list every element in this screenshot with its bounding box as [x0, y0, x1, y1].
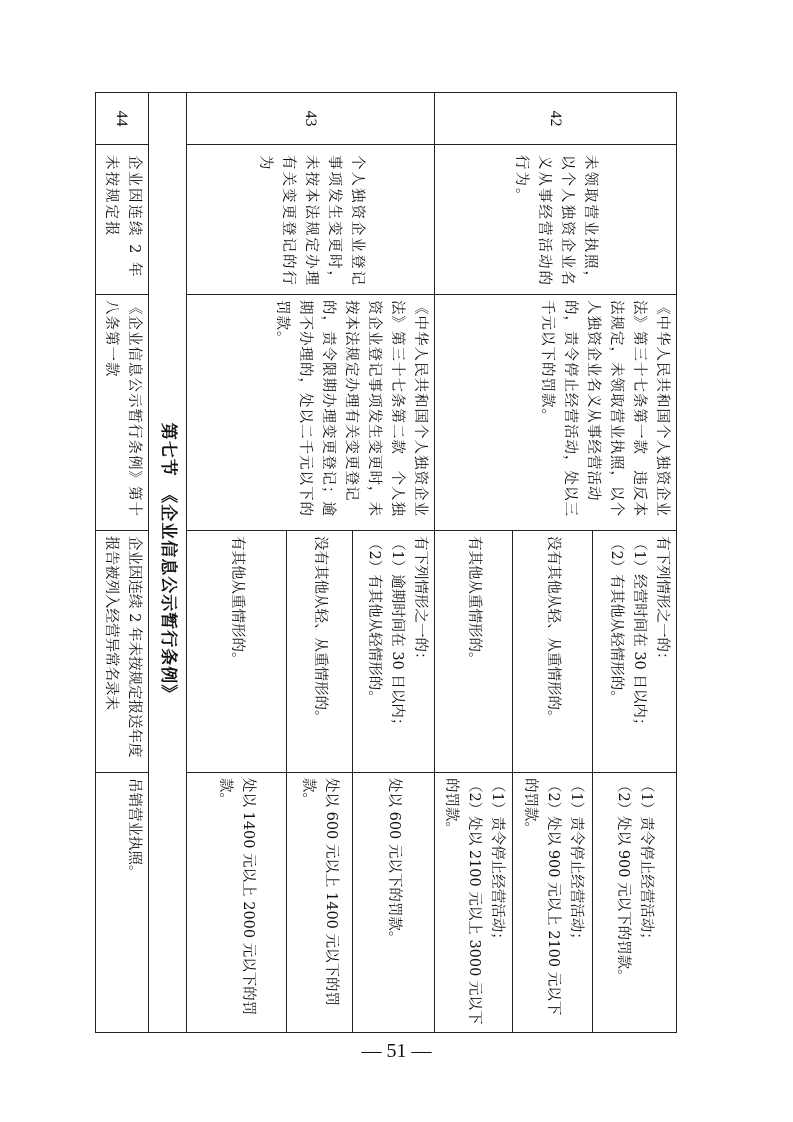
penalty-line: （1）责令停止经营活动；: [638, 778, 655, 947]
row-number: 43: [187, 93, 435, 145]
situation-cell: [593, 531, 677, 773]
section-row: [149, 93, 187, 1033]
situation-line: 有下列情形之一的：: [412, 536, 428, 667]
penalty-line: （2）处以 900 元以上 2100 元以下的罚款。: [522, 778, 561, 1016]
row-number: 44: [96, 93, 149, 145]
situation-line: （1）逾期时间在 30 日以内；: [389, 536, 405, 733]
violation-behavior: 企业因连续 2 年未按规定报: [96, 145, 149, 295]
situation-cell: 有其他从重情形的。: [187, 531, 287, 773]
penalty-cell: 吊销营业执照。: [96, 773, 149, 1033]
situation-cell: 没有其他从轻、从重情形的。: [287, 531, 353, 773]
table-row: [353, 93, 435, 1033]
situation-line: 有下列情形之一的：: [654, 536, 670, 667]
table-row: [96, 93, 149, 1033]
situation-cell: 企业因连续 2 年未按规定报送年度报告被列入经营异常名录未: [96, 531, 149, 773]
penalty-cell: [593, 773, 677, 1033]
legal-basis: 《企业信息公示暂行条例》第十八条第一款: [96, 295, 149, 531]
penalty-cell: 处以 600 元以下的罚款。: [353, 773, 435, 1033]
penalty-line: （1）责令停止经营活动；: [568, 778, 584, 947]
penalty-line: （1）责令停止经营活动；: [489, 778, 505, 947]
penalty-cell: 处以 600 元以上 1400 元以下的罚款。: [287, 773, 353, 1033]
page-number: — 51 —: [361, 1040, 432, 1062]
rotated-page-area: [99, 92, 677, 1032]
rotated-table-container: [99, 92, 677, 1032]
situation-line: （2）有其他从轻情形的。: [608, 536, 624, 705]
situation-cell: 没有其他从轻、从重情形的。: [513, 531, 593, 773]
section-title: 第七节 《企业信息公示暂行条例》: [149, 93, 187, 1033]
legal-basis: 《中华人民共和国个人独资企业法》第三十七条第一款 违反本法规定，未领取营业执照，以个人独资企业名义从事经营活动的，责令停止经营活动，处以三千元以下的罚款。: [435, 295, 677, 531]
legal-basis: 《中华人民共和国个人独资企业法》第三十七条第二款 个人独资企业登记事项发生变更时，未按本法规定办理有关变更登记的，责令限期办理变更登记；逾期不办理的，处以二千元以下的罚款。: [187, 295, 435, 531]
penalty-line: （2）处以 2100 元以上 3000 元以下的罚款。: [443, 778, 482, 1025]
violation-behavior: 个人独资企业登记事项发生变更时，未按本法规定办理有关变更登记的行为: [187, 145, 435, 295]
situation-cell: 有其他从重情形的。: [435, 531, 513, 773]
row-number: 42: [435, 93, 677, 145]
violation-behavior: 未领取营业执照，以个人独资企业名义从事经营活动的行为。: [435, 145, 677, 295]
penalty-cell: [435, 773, 513, 1033]
penalty-discretion-table: [95, 92, 677, 1033]
situation-cell: [353, 531, 435, 773]
table-row: [593, 93, 677, 1033]
penalty-cell: [513, 773, 593, 1033]
penalty-cell: 处以 1400 元以上 2000 元以下的罚款。: [187, 773, 287, 1033]
penalty-line: （2）处以 900 元以下的罚款。: [615, 778, 632, 984]
situation-line: （2）有其他从轻情形的。: [366, 536, 382, 705]
situation-line: （1）经营时间在 30 日以内；: [631, 536, 647, 733]
